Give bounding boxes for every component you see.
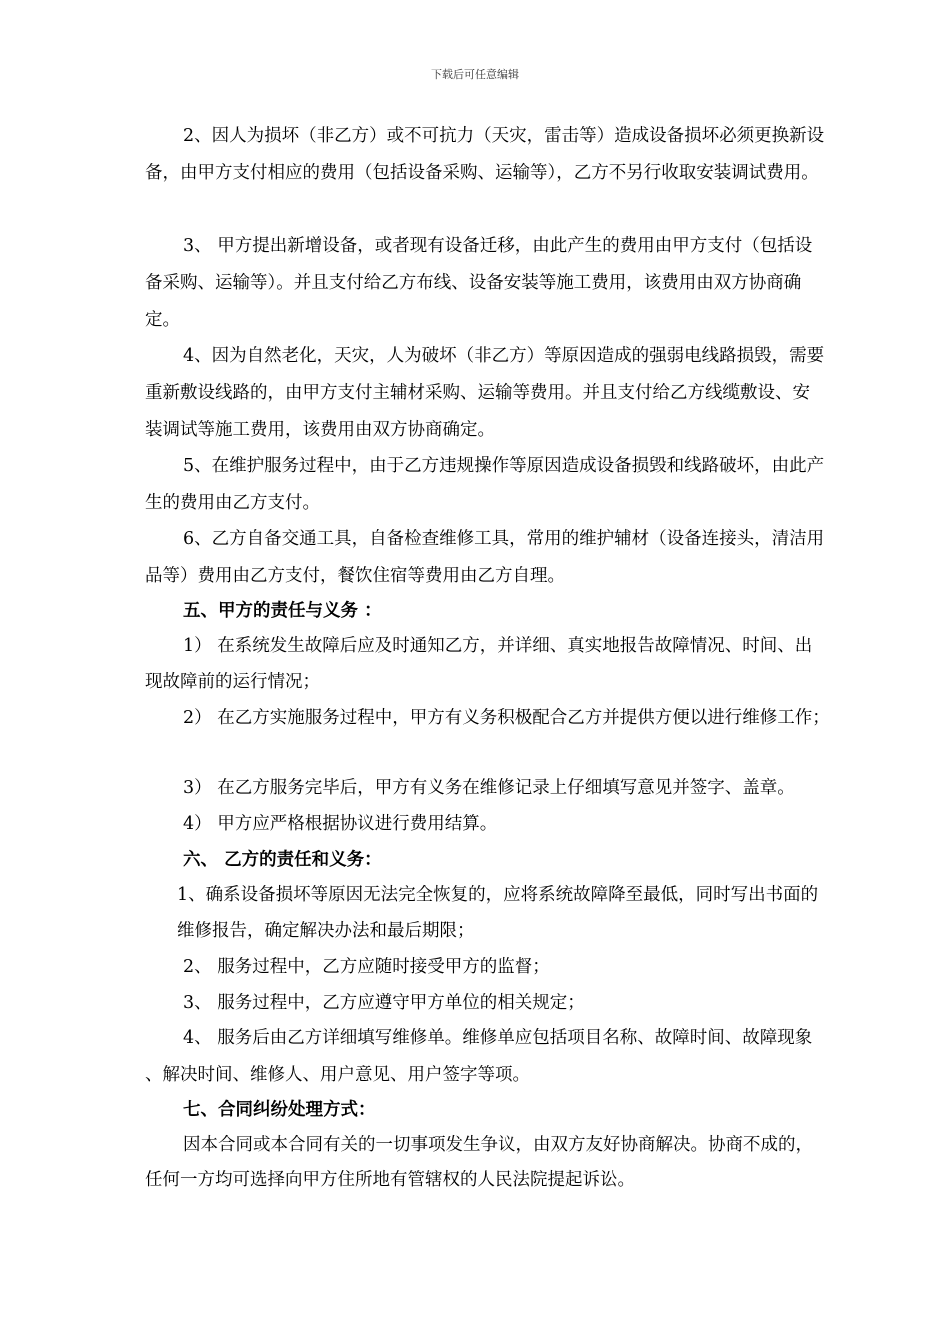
paragraph-line: 因本合同或本合同有关的一切事项发生争议，由双方友好协商解决。协商不成的， <box>183 1135 813 1155</box>
paragraph-line: 3、 服务过程中，乙方应遵守甲方单位的相关规定； <box>183 993 585 1013</box>
section-heading: 五、甲方的责任与义务 ： <box>183 601 382 621</box>
paragraph-line: 定。 <box>145 310 180 330</box>
paragraph-line: 维修报告，确定解决办法和最后期限； <box>177 921 475 941</box>
paragraph-line: 备采购、运输等）。并且支付给乙方布线、设备安装等施工费用，该费用由双方协商确 <box>145 273 802 293</box>
paragraph-line: 4、 服务后由乙方详细填写维修单。维修单应包括项目名称、故障时间、故障现象 <box>183 1028 813 1048</box>
section-heading: 七、合同纠纷处理方式： <box>183 1100 376 1120</box>
paragraph-line: 现故障前的运行情况； <box>145 672 320 692</box>
paragraph-line: 任何一方均可选择向甲方住所地有管辖权的人民法院提起诉讼。 <box>145 1170 635 1190</box>
paragraph-line: 2、因人为损坏（非乙方）或不可抗力（天灾，雷击等）造成设备损坏必须更换新设 <box>183 126 825 146</box>
paragraph-line: 2、 服务过程中，乙方应随时接受甲方的监督； <box>183 957 550 977</box>
section-heading: 六、 乙方的责任和义务： <box>183 850 382 870</box>
paragraph-line: 备，由甲方支付相应的费用（包括设备采购、运输等），乙方不另行收取安装调试费用。 <box>145 163 819 183</box>
paragraph-line: 品等）费用由乙方支付，餐饮住宿等费用由乙方自理。 <box>145 566 565 586</box>
paragraph-line: 、解决时间、维修人、用户意见、用户签字等项。 <box>145 1065 530 1085</box>
page-header: 下载后可任意编辑 <box>431 68 519 81</box>
paragraph-line: 6、乙方自备交通工具，自备检查维修工具，常用的维护辅材（设备连接头，清洁用 <box>183 529 825 549</box>
paragraph-line: 2） 在乙方实施服务过程中，甲方有义务积极配合乙方并提供方便以进行维修工作； <box>183 708 830 728</box>
paragraph-line: 4） 甲方应严格根据协议进行费用结算。 <box>183 814 498 834</box>
paragraph-line: 重新敷设线路的，由甲方支付主辅材采购、运输等费用。并且支付给乙方线缆敷设、安 <box>145 383 810 403</box>
paragraph-line: 1、确系设备损坏等原因无法完全恢复的，应将系统故障降至最低，同时写出书面的 <box>177 885 819 905</box>
paragraph-line: 生的费用由乙方支付。 <box>145 493 320 513</box>
paragraph-line: 4、因为自然老化，天灾，人为破坏（非乙方）等原因造成的强弱电线路损毁，需要 <box>183 346 825 366</box>
paragraph-line: 3） 在乙方服务完毕后，甲方有义务在维修记录上仔细填写意见并签字、盖章。 <box>183 778 795 798</box>
paragraph-line: 5、在维护服务过程中，由于乙方违规操作等原因造成设备损毁和线路破坏，由此产 <box>183 456 825 476</box>
paragraph-line: 1） 在系统发生故障后应及时通知乙方，并详细、真实地报告故障情况、时间、出 <box>183 636 813 656</box>
paragraph-line: 3、 甲方提出新增设备，或者现有设备迁移，由此产生的费用由甲方支付（包括设 <box>183 236 813 256</box>
paragraph-line: 装调试等施工费用，该费用由双方协商确定。 <box>145 420 495 440</box>
